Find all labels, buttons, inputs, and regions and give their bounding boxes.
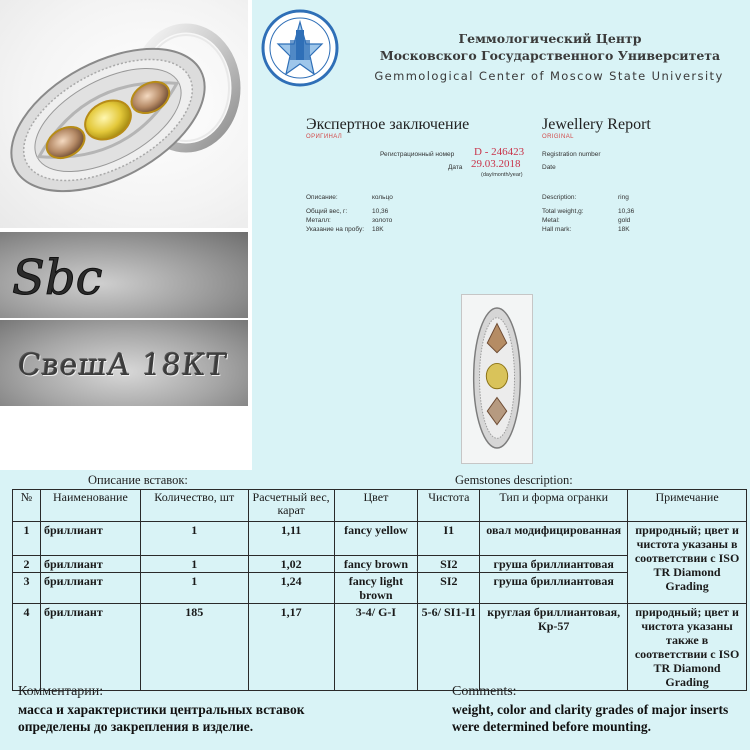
cell-color: 3-4/ G-I [334,604,418,691]
cell-name: бриллиант [40,556,140,573]
reg-label-ru: Регистрационный номер [380,151,455,158]
table-header-row [13,490,747,522]
cell-qty: 1 [140,522,248,556]
field-en-label: Hall mark: [542,226,572,233]
cell-note: природный; цвет и чистота указаны также в соответствии с ISO TR Diamond Grading [628,604,747,691]
cell-cut: круглая бриллиантовая, Кр-57 [480,604,628,691]
cell-name: бриллиант [40,604,140,691]
title-en-sub: ORIGINAL [542,134,574,140]
column-header: Тип и форма огранки [480,490,628,522]
field-en-value: 18K [618,226,630,233]
svg-text:Sbc: Sbc [12,250,103,306]
table-row [13,604,747,691]
reg-number: D - 246423 [474,146,525,158]
reg-label-en: Registration number [542,151,601,158]
cell-number: 1 [13,522,41,556]
cell-name: бриллиант [40,522,140,556]
column-header: Примечание [628,490,747,522]
field-ru-label: Описание: [306,194,338,201]
cell-qty: 1 [140,573,248,604]
field-ru-value: 18K [372,226,384,233]
cell-weight: 1,17 [248,604,334,691]
header-en: Gemmological Center of Moscow State University [374,69,724,83]
cell-cut: овал модифицированная [480,522,628,556]
title-en: Jewellery Report [542,116,651,133]
comments-text-en-2: were determined before mounting. [452,719,651,734]
cell-qty: 1 [140,556,248,573]
table-row [13,522,747,556]
cell-number: 3 [13,573,41,604]
title-ru-sub: ОРИГИНАЛ [306,134,343,140]
cell-name: бриллиант [40,573,140,604]
column-header: Чистота [418,490,480,522]
field-en-value: 10,36 [618,208,635,215]
cell-note: природный; цвет и чистота указаны в соответствии с ISO TR Diamond Grading [628,522,747,604]
msu-emblem-icon [260,8,340,88]
hallmark-photo [0,320,248,406]
cell-clarity: I1 [418,522,480,556]
column-header: Расчетный вес, карат [248,490,334,522]
column-header: Количество, шт [140,490,248,522]
cell-number: 4 [13,604,41,691]
ring-photo-icon [0,0,248,228]
cell-clarity: SI2 [418,556,480,573]
field-en-label: Description: [542,194,577,201]
comments-text-ru-1: масса и характеристики центральных вставок [18,702,305,717]
comments-text-ru-2: определены до закрепления в изделие. [18,719,254,734]
cell-clarity: 5-6/ SI1-I1 [418,604,480,691]
date-label-en: Date [542,164,556,171]
field-ru-label: Общий вес, г: [306,208,348,215]
field-ru-label: Указание на пробу: [306,226,364,233]
column-header: № [13,490,41,522]
comments-label-ru: Комментарии: [18,684,104,699]
cell-weight: 1,02 [248,556,334,573]
makers-mark-photo [0,232,248,318]
gemstones-table [12,489,747,691]
cell-color: fancy yellow [334,522,418,556]
cell-qty: 185 [140,604,248,691]
date-value: 29.03.2018 [471,158,521,170]
field-en-label: Metal: [542,217,560,224]
cell-weight: 1,24 [248,573,334,604]
field-en-value: ring [618,194,629,201]
cell-cut: груша бриллиантовая [480,573,628,604]
cell-color: fancy light brown [334,573,418,604]
cell-clarity: SI2 [418,573,480,604]
column-header: Цвет [334,490,418,522]
certificate-ring-photo [461,294,533,464]
field-ru-value: кольцо [372,194,393,201]
cell-number: 2 [13,556,41,573]
field-ru-value: 10,36 [372,208,389,215]
gemstones-section [0,470,750,750]
column-header: Наименование [40,490,140,522]
title-ru: Экспертное заключение [306,116,470,133]
comments-label-en: Comments: [452,684,517,699]
header-ru-line1: Геммологический Центр [458,31,642,46]
cell-weight: 1,11 [248,522,334,556]
field-en-value: gold [618,217,631,224]
gemstones-heading-ru: Описание вставок: [88,473,188,487]
ring-product-photo [0,0,248,228]
stamp-mark-icon [0,232,248,318]
header-ru-line2: Московского Государственного Университета [379,48,721,63]
field-ru-value: золото [372,217,393,224]
field-ru-label: Металл: [306,217,331,224]
gemstones-heading-en: Gemstones description: [455,473,573,487]
date-format: (day/month/year) [481,172,523,178]
field-en-label: Total weight,g: [542,208,584,215]
cell-color: fancy brown [334,556,418,573]
hallmark-text: СвешА 18КТ [16,348,229,383]
cell-cut: груша бриллиантовая [480,556,628,573]
comments-text-en-1: weight, color and clarity grades of major inserts [452,702,729,717]
date-label-ru: Дата [448,164,463,171]
